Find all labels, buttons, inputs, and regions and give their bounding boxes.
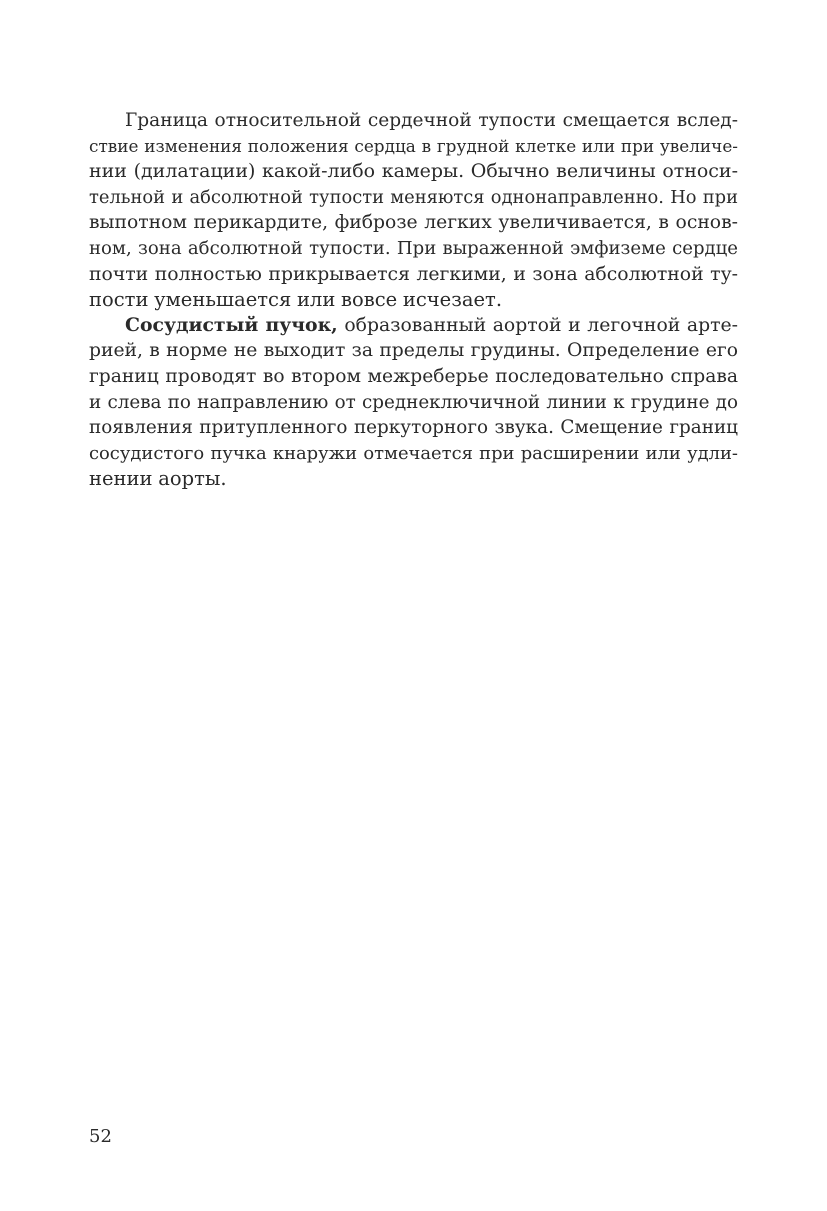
text-line: пости уменьшается или вовсе исчезает. bbox=[89, 288, 503, 312]
text-line: тельной и абсолютной тупости меняются однонаправленно. Но при bbox=[89, 186, 738, 208]
body-text bbox=[89, 108, 738, 492]
text-run: образованный аортой и легочной арте- bbox=[337, 314, 739, 336]
text-line-lead bbox=[89, 313, 738, 339]
text-line: выпотном перикардите, фиброзе легких увеличивается, в основ- bbox=[89, 212, 738, 234]
text-line: сосудистого пучка кнаружи отмечается при расширении или удли- bbox=[89, 442, 738, 464]
text-line: ном, зона абсолютной тупости. При выраженной эмфиземе сердце bbox=[89, 237, 738, 259]
text-line: Граница относительной сердечной тупости смещается вслед- bbox=[125, 110, 738, 131]
page-number: 52 bbox=[89, 1126, 112, 1147]
text-line: ствие изменения положения сердца в грудной клетке или при увеличе- bbox=[89, 135, 738, 156]
text-line: рией, в норме не выходит за пределы грудины. Определение его bbox=[89, 340, 738, 362]
text-line: нии (дилатации) какой-либо камеры. Обычно величины относи- bbox=[89, 160, 738, 183]
text-line: почти полностью прикрывается легкими, и зона абсолютной ту- bbox=[89, 263, 738, 285]
text-line: границ проводят во втором межреберье последовательно справа bbox=[89, 365, 738, 387]
text-line: и слева по направлению от среднеключичной линии к грудине до bbox=[89, 391, 738, 413]
paragraph-vascular-bundle bbox=[89, 313, 738, 492]
text-line: нении аорты. bbox=[89, 467, 227, 491]
bold-term: Сосудистый пучок, bbox=[125, 313, 338, 336]
paragraph-cardiac-dullness bbox=[89, 108, 738, 313]
text-line: появления притупленного перкуторного звука. Смещение границ bbox=[89, 417, 738, 439]
